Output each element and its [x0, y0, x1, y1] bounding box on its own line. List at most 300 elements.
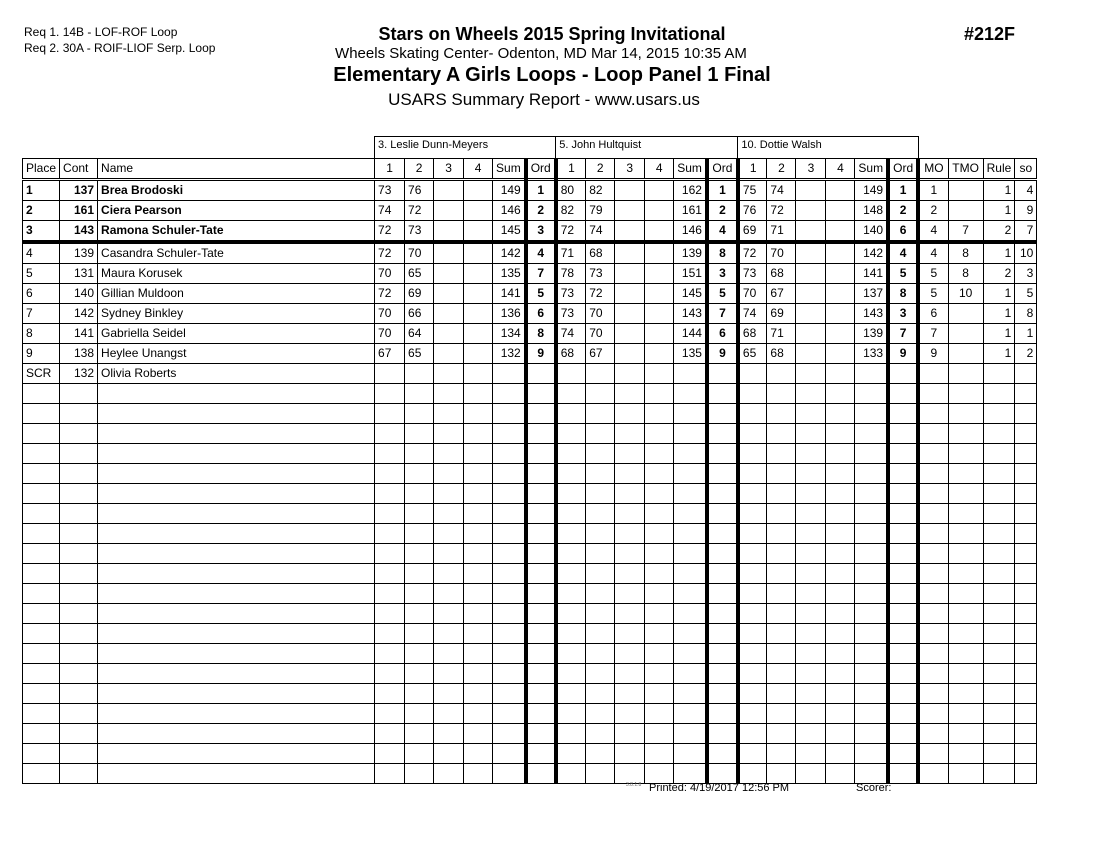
- empty-cell: [586, 724, 615, 744]
- judge-1-score-cell: 1: [526, 180, 556, 201]
- empty-cell: [738, 544, 767, 564]
- cont-cell: 143: [60, 221, 98, 243]
- empty-cell: [645, 644, 674, 664]
- empty-cell: [674, 564, 707, 584]
- empty-cell: [556, 544, 586, 564]
- empty-cell: [23, 764, 60, 784]
- empty-cell: [888, 464, 918, 484]
- empty-cell: [526, 584, 556, 604]
- empty-cell: [888, 724, 918, 744]
- judge-1-score-cell: [405, 364, 434, 384]
- judge-1-score-cell: 149: [493, 180, 526, 201]
- judge-1-name: 3. Leslie Dunn-Meyers: [375, 137, 556, 159]
- empty-cell: [405, 604, 434, 624]
- judge-2-score-cell: 145: [674, 284, 707, 304]
- empty-cell: [888, 684, 918, 704]
- empty-cell: [738, 524, 767, 544]
- judge-1-score-cell: [464, 180, 493, 201]
- judge-1-score-cell: 76: [405, 180, 434, 201]
- judge-3-score-cell: 72: [767, 201, 796, 221]
- empty-cell: [918, 664, 948, 684]
- mo-cell: 4: [918, 221, 948, 243]
- judge-3-score-cell: [826, 364, 855, 384]
- empty-cell: [615, 484, 645, 504]
- judge-1-score-cell: 2: [526, 201, 556, 221]
- empty-cell: [464, 704, 493, 724]
- judge-3-score-cell: [888, 364, 918, 384]
- empty-cell: [767, 524, 796, 544]
- col-tmo: TMO: [948, 159, 983, 180]
- judge-2-score-cell: [615, 242, 645, 264]
- empty-cell: [586, 684, 615, 704]
- empty-cell: [983, 384, 1015, 404]
- col-judge-1-1: 1: [375, 159, 405, 180]
- empty-cell: [375, 724, 405, 744]
- empty-cell: [586, 544, 615, 564]
- empty-cell: [918, 544, 948, 564]
- empty-cell: [645, 604, 674, 624]
- empty-cell: [645, 544, 674, 564]
- judge-3-score-cell: 149: [855, 180, 888, 201]
- empty-cell: [855, 524, 888, 544]
- judge-1-score-cell: 73: [405, 221, 434, 243]
- empty-cell: [855, 544, 888, 564]
- empty-cell: [405, 664, 434, 684]
- empty-cell: [23, 744, 60, 764]
- empty-cell: [556, 764, 586, 784]
- empty-cell: [918, 744, 948, 764]
- judge-1-score-cell: [493, 364, 526, 384]
- empty-cell: [434, 464, 464, 484]
- judge-2-score-cell: [645, 324, 674, 344]
- empty-cell: [98, 424, 375, 444]
- judge-1-score-cell: 9: [526, 344, 556, 364]
- judge-2-score-cell: 161: [674, 201, 707, 221]
- judge-1-score-cell: 6: [526, 304, 556, 324]
- judge-3-score-cell: 74: [767, 180, 796, 201]
- place-cell: 6: [23, 284, 60, 304]
- empty-cell: [983, 604, 1015, 624]
- empty-row: [23, 524, 1037, 544]
- judge-2-score-cell: 8: [707, 242, 738, 264]
- empty-cell: [707, 704, 738, 724]
- empty-cell: [983, 424, 1015, 444]
- empty-cell: [796, 704, 826, 724]
- judge-3-score-cell: [826, 201, 855, 221]
- judge-3-score-cell: [826, 242, 855, 264]
- empty-cell: [23, 644, 60, 664]
- empty-cell: [855, 484, 888, 504]
- judge-2-score-cell: 73: [556, 304, 586, 324]
- judge-2-score-cell: 162: [674, 180, 707, 201]
- empty-cell: [615, 544, 645, 564]
- empty-cell: [23, 584, 60, 604]
- empty-cell: [948, 504, 983, 524]
- judge-2-score-cell: 5: [707, 284, 738, 304]
- judge-2-score-cell: [645, 221, 674, 243]
- empty-cell: [918, 404, 948, 424]
- empty-cell: [948, 444, 983, 464]
- judge-3-score-cell: 75: [738, 180, 767, 201]
- table-row: [23, 242, 1037, 264]
- place-cell: 5: [23, 264, 60, 284]
- empty-cell: [767, 544, 796, 564]
- empty-cell: [674, 384, 707, 404]
- empty-cell: [948, 564, 983, 584]
- rule-cell: [983, 364, 1015, 384]
- judge-1-score-cell: [464, 284, 493, 304]
- empty-cell: [615, 464, 645, 484]
- empty-cell: [948, 664, 983, 684]
- rule-cell: 1: [983, 324, 1015, 344]
- empty-cell: [615, 724, 645, 744]
- results-table: [22, 136, 1037, 784]
- empty-cell: [526, 744, 556, 764]
- judge-1-score-cell: [434, 264, 464, 284]
- empty-cell: [98, 664, 375, 684]
- empty-cell: [767, 384, 796, 404]
- judge-2-score-cell: 146: [674, 221, 707, 243]
- empty-cell: [826, 464, 855, 484]
- empty-cell: [526, 684, 556, 704]
- tmo-cell: 8: [948, 242, 983, 264]
- requirement-1: Req 1. 14B - LOF-ROF Loop: [24, 25, 178, 39]
- empty-cell: [738, 444, 767, 464]
- empty-row: [23, 704, 1037, 724]
- empty-cell: [464, 684, 493, 704]
- empty-row: [23, 684, 1037, 704]
- event-title: Stars on Wheels 2015 Spring Invitational: [378, 24, 726, 44]
- event-name: Elementary A Girls Loops - Loop Panel 1 Final: [333, 64, 771, 86]
- empty-cell: [60, 404, 98, 424]
- empty-cell: [526, 404, 556, 424]
- col-name: Name: [98, 159, 375, 180]
- empty-cell: [493, 764, 526, 784]
- judge-1-score-cell: [464, 264, 493, 284]
- empty-cell: [615, 764, 645, 784]
- judge-3-score-cell: [826, 221, 855, 243]
- empty-row: [23, 624, 1037, 644]
- empty-cell: [983, 644, 1015, 664]
- empty-cell: [23, 724, 60, 744]
- empty-cell: [674, 524, 707, 544]
- empty-cell: [98, 444, 375, 464]
- empty-cell: [493, 544, 526, 564]
- empty-cell: [796, 684, 826, 704]
- empty-cell: [405, 464, 434, 484]
- empty-cell: [767, 444, 796, 464]
- empty-cell: [586, 444, 615, 464]
- empty-cell: [826, 764, 855, 784]
- empty-cell: [796, 504, 826, 524]
- empty-row: [23, 484, 1037, 504]
- col-judge-1-3: 3: [434, 159, 464, 180]
- col-judge-2-1: 1: [556, 159, 586, 180]
- empty-cell: [556, 424, 586, 444]
- col-judge-3-ord: Ord: [888, 159, 918, 180]
- empty-cell: [707, 564, 738, 584]
- empty-cell: [767, 504, 796, 524]
- judge-2-score-cell: [556, 364, 586, 384]
- empty-cell: [526, 764, 556, 784]
- name-cell: Ramona Schuler-Tate: [98, 221, 375, 243]
- so-cell: [1015, 364, 1037, 384]
- empty-cell: [983, 404, 1015, 424]
- empty-cell: [98, 624, 375, 644]
- judge-1-score-cell: 65: [405, 344, 434, 364]
- empty-cell: [918, 644, 948, 664]
- judge-2-score-cell: [615, 364, 645, 384]
- empty-cell: [556, 684, 586, 704]
- judge-2-score-cell: 71: [556, 242, 586, 264]
- judge-1-score-cell: 72: [405, 201, 434, 221]
- col-judge-1-ord: Ord: [526, 159, 556, 180]
- col-so: so: [1015, 159, 1037, 180]
- empty-cell: [60, 744, 98, 764]
- empty-cell: [98, 404, 375, 424]
- judge-1-score-cell: [464, 221, 493, 243]
- empty-cell: [796, 544, 826, 564]
- mo-cell: 4: [918, 242, 948, 264]
- rule-cell: 1: [983, 284, 1015, 304]
- empty-cell: [674, 444, 707, 464]
- empty-cell: [23, 384, 60, 404]
- judge-3-score-cell: 5: [888, 264, 918, 284]
- empty-row: [23, 444, 1037, 464]
- empty-cell: [645, 684, 674, 704]
- judge-2-score-cell: [615, 180, 645, 201]
- judge-3-score-cell: [796, 242, 826, 264]
- col-judge-3-1: 1: [738, 159, 767, 180]
- empty-cell: [767, 684, 796, 704]
- empty-cell: [767, 724, 796, 744]
- empty-cell: [586, 524, 615, 544]
- judge-2-score-cell: [645, 364, 674, 384]
- judge-2-score-cell: 2: [707, 201, 738, 221]
- empty-cell: [464, 664, 493, 684]
- empty-cell: [405, 724, 434, 744]
- empty-cell: [556, 584, 586, 604]
- empty-cell: [948, 764, 983, 784]
- empty-cell: [464, 524, 493, 544]
- empty-cell: [405, 704, 434, 724]
- table-row: [23, 221, 1037, 243]
- name-cell: Gillian Muldoon: [98, 284, 375, 304]
- judge-3-score-cell: [855, 364, 888, 384]
- judge-3-score-cell: 71: [767, 221, 796, 243]
- empty-cell: [707, 684, 738, 704]
- name-cell: Brea Brodoski: [98, 180, 375, 201]
- empty-cell: [674, 484, 707, 504]
- empty-row: [23, 424, 1037, 444]
- empty-cell: [493, 444, 526, 464]
- empty-row: [23, 724, 1037, 744]
- judge-1-score-cell: [526, 364, 556, 384]
- judge-2-score-cell: 73: [586, 264, 615, 284]
- empty-cell: [615, 384, 645, 404]
- empty-cell: [464, 384, 493, 404]
- col-judge-2-4: 4: [645, 159, 674, 180]
- empty-cell: [586, 664, 615, 684]
- empty-cell: [464, 644, 493, 664]
- judge-3-score-cell: 2: [888, 201, 918, 221]
- empty-cell: [855, 624, 888, 644]
- empty-cell: [375, 584, 405, 604]
- judge-3-score-cell: [767, 364, 796, 384]
- empty-cell: [645, 524, 674, 544]
- empty-cell: [23, 684, 60, 704]
- col-judge-3-2: 2: [767, 159, 796, 180]
- col-place: Place: [23, 159, 60, 180]
- empty-cell: [918, 504, 948, 524]
- empty-cell: [1015, 404, 1037, 424]
- judge-3-score-cell: 3: [888, 304, 918, 324]
- empty-cell: [434, 744, 464, 764]
- place-cell: 7: [23, 304, 60, 324]
- judge-3-score-cell: 137: [855, 284, 888, 304]
- judge-2-score-cell: [615, 324, 645, 344]
- judge-3-score-cell: 4: [888, 242, 918, 264]
- so-cell: 10: [1015, 242, 1037, 264]
- judge-1-score-cell: 70: [375, 264, 405, 284]
- tmo-cell: [948, 304, 983, 324]
- empty-cell: [464, 624, 493, 644]
- judge-3-score-cell: 68: [767, 344, 796, 364]
- empty-cell: [615, 564, 645, 584]
- empty-row: [23, 664, 1037, 684]
- empty-cell: [493, 404, 526, 424]
- judge-3-score-cell: [796, 221, 826, 243]
- empty-cell: [464, 764, 493, 784]
- judge-1-score-cell: 141: [493, 284, 526, 304]
- so-cell: 4: [1015, 180, 1037, 201]
- judge-2-score-cell: 144: [674, 324, 707, 344]
- empty-cell: [60, 604, 98, 624]
- empty-cell: [493, 464, 526, 484]
- empty-cell: [918, 584, 948, 604]
- empty-cell: [405, 384, 434, 404]
- empty-cell: [405, 444, 434, 464]
- judge-1-score-cell: [464, 304, 493, 324]
- table-row: [23, 284, 1037, 304]
- empty-cell: [98, 604, 375, 624]
- empty-cell: [1015, 484, 1037, 504]
- empty-cell: [60, 384, 98, 404]
- judge-2-score-cell: 72: [586, 284, 615, 304]
- empty-cell: [1015, 544, 1037, 564]
- empty-cell: [526, 464, 556, 484]
- empty-cell: [767, 484, 796, 504]
- tmo-cell: [948, 201, 983, 221]
- empty-cell: [645, 664, 674, 684]
- cont-cell: 132: [60, 364, 98, 384]
- empty-cell: [98, 684, 375, 704]
- empty-cell: [615, 504, 645, 524]
- judge-3-name: 10. Dottie Walsh: [738, 137, 918, 159]
- judge-2-score-cell: [645, 180, 674, 201]
- judge-1-score-cell: 65: [405, 264, 434, 284]
- empty-cell: [375, 484, 405, 504]
- empty-cell: [556, 624, 586, 644]
- judge-3-score-cell: [826, 324, 855, 344]
- empty-cell: [983, 544, 1015, 564]
- empty-cell: [586, 764, 615, 784]
- empty-cell: [586, 744, 615, 764]
- cont-cell: 140: [60, 284, 98, 304]
- empty-cell: [586, 644, 615, 664]
- judge-3-score-cell: 73: [738, 264, 767, 284]
- empty-cell: [918, 484, 948, 504]
- empty-cell: [434, 444, 464, 464]
- empty-cell: [60, 524, 98, 544]
- empty-cell: [434, 404, 464, 424]
- empty-cell: [645, 384, 674, 404]
- empty-cell: [888, 624, 918, 644]
- empty-row: [23, 504, 1037, 524]
- judge-1-score-cell: 69: [405, 284, 434, 304]
- empty-cell: [888, 584, 918, 604]
- empty-cell: [434, 524, 464, 544]
- judge-3-score-cell: 6: [888, 221, 918, 243]
- empty-cell: [707, 584, 738, 604]
- empty-cell: [556, 744, 586, 764]
- empty-cell: [464, 484, 493, 504]
- empty-cell: [98, 484, 375, 504]
- empty-cell: [375, 524, 405, 544]
- empty-cell: [60, 544, 98, 564]
- empty-row: [23, 564, 1037, 584]
- empty-cell: [738, 404, 767, 424]
- empty-cell: [918, 444, 948, 464]
- empty-cell: [826, 704, 855, 724]
- empty-cell: [493, 424, 526, 444]
- empty-cell: [767, 404, 796, 424]
- empty-cell: [674, 744, 707, 764]
- judge-3-score-cell: 67: [767, 284, 796, 304]
- empty-cell: [888, 404, 918, 424]
- judge-3-score-cell: 68: [767, 264, 796, 284]
- judge-3-score-cell: [738, 364, 767, 384]
- empty-cell: [493, 384, 526, 404]
- name-cell: Olivia Roberts: [98, 364, 375, 384]
- empty-cell: [434, 664, 464, 684]
- empty-cell: [526, 384, 556, 404]
- empty-cell: [767, 764, 796, 784]
- empty-cell: [23, 604, 60, 624]
- empty-cell: [796, 424, 826, 444]
- empty-cell: [1015, 764, 1037, 784]
- empty-cell: [918, 764, 948, 784]
- empty-cell: [855, 764, 888, 784]
- empty-cell: [434, 724, 464, 744]
- table-row: [23, 304, 1037, 324]
- empty-cell: [888, 424, 918, 444]
- empty-cell: [674, 424, 707, 444]
- judge-2-score-cell: [615, 284, 645, 304]
- empty-cell: [1015, 504, 1037, 524]
- empty-cell: [738, 384, 767, 404]
- scorer-label: Scorer:: [856, 782, 892, 794]
- so-cell: 9: [1015, 201, 1037, 221]
- judge-1-score-cell: 72: [375, 242, 405, 264]
- judge-1-score-cell: 136: [493, 304, 526, 324]
- empty-cell: [983, 584, 1015, 604]
- empty-cell: [796, 604, 826, 624]
- empty-cell: [526, 484, 556, 504]
- requirement-2: Req 2. 30A - ROIF-LIOF Serp. Loop: [24, 41, 216, 55]
- empty-cell: [983, 564, 1015, 584]
- empty-cell: [674, 464, 707, 484]
